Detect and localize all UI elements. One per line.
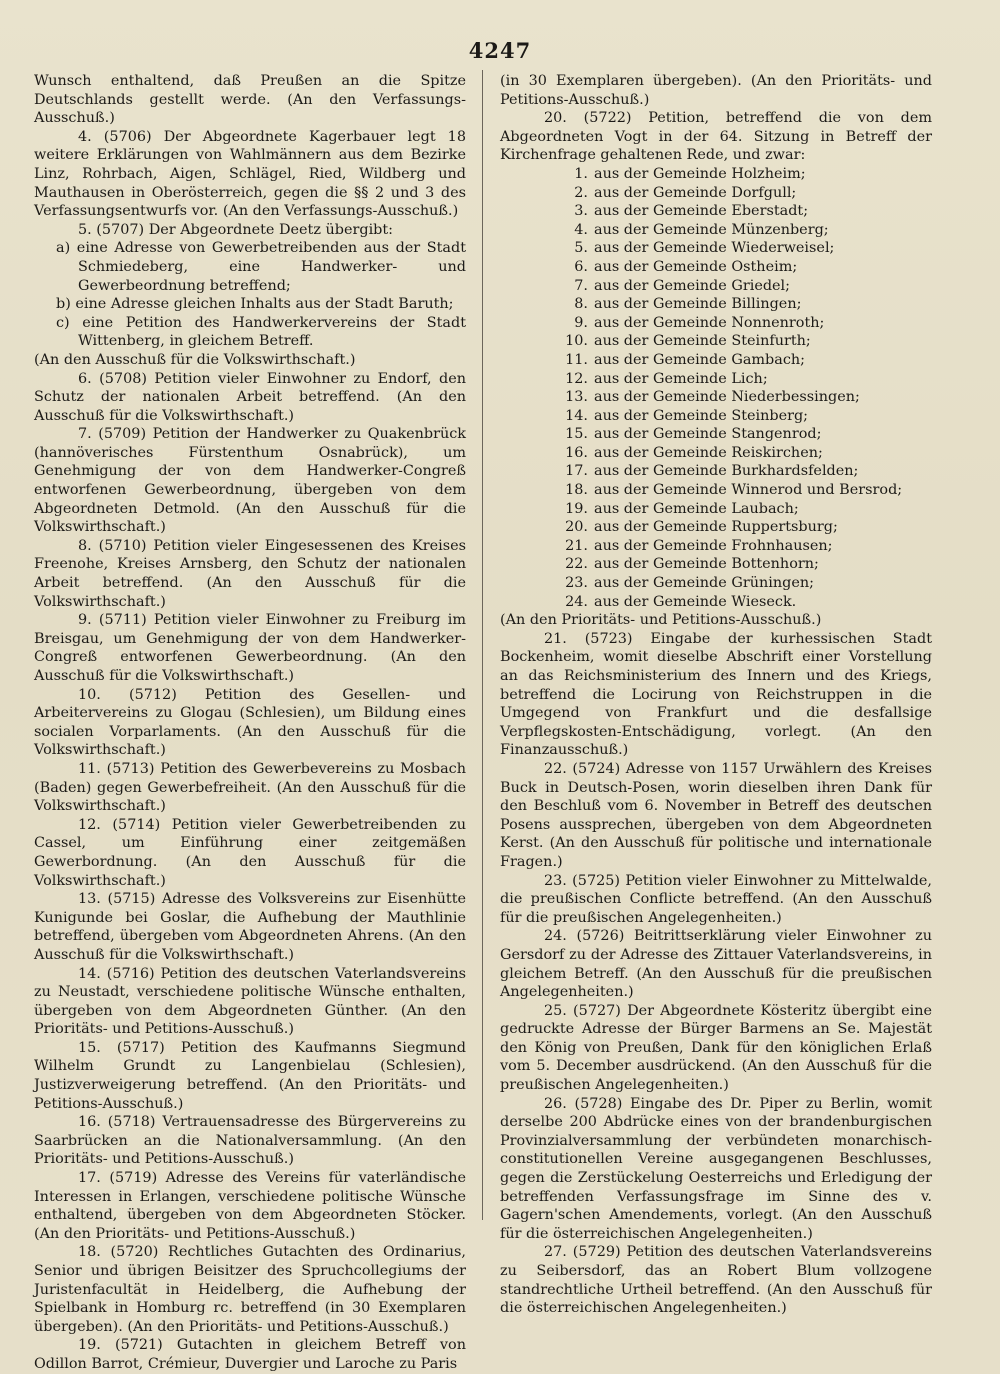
list-item [500,314,932,333]
list-item [500,481,932,500]
paragraph-4: 4. (5706) Der Abgeordnete Kagerbauer legt 18 weitere Erklärungen von Wahlmännern aus dem Bezirke Linz, Rohrbach, Aigen, Schlägel, Ried, Wildberg und Mauthausen in Oberösterreich, gegen die §§ 2 und 3 des Verfassungsentwurfs vor. (An den Verfassungs-Ausschuß.) [34,128,466,220]
list-item-text: aus der Gemeinde Eberstadt; [594,203,809,220]
list-item-number: 10. [565,333,588,350]
list-item [500,277,932,296]
list-item [500,351,932,370]
paragraph-5b: b) eine Adresse gleichen Inhalts aus der Stadt Baruth; [56,296,454,313]
list-item-number: 12. [565,370,588,387]
list-item [500,407,932,426]
list-item-text: aus der Gemeinde Holzheim; [594,165,806,182]
list-item-number: 17. [565,463,588,480]
list-item-text: aus der Gemeinde Münzenberg; [594,221,829,238]
paragraph-22: 22. (5724) Adresse von 1157 Urwählern des Kreises Buck in Deutsch-Posen, worin dieselben ihren Dank für den Beschluß vom 6. November in Betreff des deutschen Posens aussprechen, übergeben von dem Abgeordneten Kerst. (An den Ausschuß für politische und internationale Fragen.) [500,760,932,870]
list-item [500,239,932,258]
left-column [34,72,466,1374]
list-item-text: aus der Gemeinde Gambach; [594,351,806,368]
list-item [500,500,932,519]
list-item-text: aus der Gemeinde Ostheim; [594,258,798,275]
paragraph-15: 15. (5717) Petition des Kaufmanns Siegmund Wilhelm Grundt zu Langenbielau (Schlesien), Justizverweigerung betreffend. (An den Prioritäts- und Petitions-Ausschuß.) [34,1039,466,1112]
list-item-text: aus der Gemeinde Laubach; [594,500,799,517]
list-item [500,388,932,407]
list-item-number: 18. [565,482,588,499]
list-item [500,165,932,184]
list-item-text: aus der Gemeinde Wieseck. [594,593,797,610]
list-item [500,444,932,463]
list-item-text: aus der Gemeinde Steinfurth; [594,333,811,350]
list-item-number: 11. [565,351,588,368]
paragraph-23: 23. (5725) Petition vieler Einwohner zu Mittelwalde, die preußischen Conflicte betreffend. (An den Ausschuß für die preußischen Angelegenheiten.) [500,872,932,926]
list-item-number: 22. [565,556,588,573]
list-item-text: aus der Gemeinde Burkhardsfelden; [594,463,859,480]
list-item-number: 21. [565,537,588,554]
list-item [500,425,932,444]
list-item-number: 16. [565,444,588,461]
list-item-number: 1. [574,165,588,182]
list-item-text: aus der Gemeinde Lich; [594,370,768,387]
list-item-text: aus der Gemeinde Grüningen; [594,575,814,592]
paragraph-5a: a) eine Adresse von Gewerbetreibenden aus der Stadt Schmiedeberg, eine Handwerker- und Gewerbeordnung betreffend; [56,240,466,294]
list-item [500,221,932,240]
paragraph-5c: c) eine Petition des Handwerkervereins der Stadt Wittenberg, in gleichem Betreff. [56,314,466,350]
paragraph-6: 6. (5708) Petition vieler Einwohner zu Endorf, den Schutz der nationalen Arbeit betreffend. (An den Ausschuß für die Volkswirthschaft.) [34,370,466,424]
list-item [500,332,932,351]
paragraph-5-reference: (An den Ausschuß für die Volkswirthschaft.) [34,351,356,368]
paragraph-18: 18. (5720) Rechtliches Gutachten des Ordinarius, Senior und übrigen Beisitzer des Spruchcollegiums der Juristenfacultät in Heidelberg, die Aufhebung der Spielbank in Homburg rc. betreffend (in 30 Exemplaren übergeben). (An den Prioritäts- und Petitions-Ausschuß.) [34,1244,466,1335]
list-item-number: 24. [565,593,588,610]
paragraph-17: 17. (5719) Adresse des Vereins für vaterländische Interessen in Erlangen, verschiedene politische Wünsche enthaltend, übergeben von dem Abgeordneten Stöcker. (An den Prioritäts- und Petitions-Ausschuß.) [34,1170,466,1242]
paragraph-24: 24. (5726) Beitrittserklärung vieler Einwohner zu Gersdorf zu der Adresse des Zittauer Vaterlandsvereins, in gleichem Betreff. (An den Ausschuß für die preußischen Angelegenheiten.) [500,928,932,1001]
paragraph-20-reference: (An den Prioritäts- und Petitions-Ausschuß.) [500,612,822,629]
list-item [500,574,932,593]
list-item-number: 15. [565,426,588,443]
list-item [500,295,932,314]
list-item-text: aus der Gemeinde Billingen; [594,296,802,313]
paragraph-9: 9. (5711) Petition vieler Einwohner zu Freiburg im Breisgau, um Genehmigung der von dem Handwerker-Congreß entworfenen Gewerbeordnung. (An den Ausschuß für die Volkswirthschaft.) [34,612,466,684]
list-item-text: aus der Gemeinde Frohnhausen; [594,537,833,554]
list-item [500,593,932,612]
list-item [500,202,932,221]
paragraph-16: 16. (5718) Vertrauensadresse des Bürgervereins zu Saarbrücken an die Nationalversammlung. (An den Prioritäts- und Petitions-Ausschuß.) [34,1114,466,1168]
paragraph-11: 11. (5713) Petition des Gewerbevereins zu Mosbach (Baden) gegen Gewerbefreiheit. (An den Ausschuß für die Volkswirthschaft.) [34,760,466,815]
paragraph-25: 25. (5727) Der Abgeordnete Kösteritz übergibt eine gedruckte Adresse der Bürger Barmens an Se. Majestät den König von Preußen, Dank für den königlichen Erlaß vom 5. December ausdrückend. (An den Ausschuß für die preußischen Angelegenheiten.) [500,1002,932,1094]
list-item-number: 20. [565,519,588,536]
column-divider [482,70,483,1220]
paragraph-19-continuation: (in 30 Exemplaren übergeben). (An den Prioritäts- und Petitions-Ausschuß.) [500,73,932,108]
page-number: 4247 [468,38,532,63]
list-item-text: aus der Gemeinde Winnerod und Bersrod; [594,482,903,499]
list-item-number: 13. [565,389,588,406]
list-item-number: 14. [565,407,588,424]
list-item-text: aus der Gemeinde Reiskirchen; [594,444,823,461]
list-item-number: 8. [574,296,588,313]
list-item [500,555,932,574]
list-item-number: 2. [574,184,588,201]
list-item-number: 4. [574,221,588,238]
list-item-number: 5. [574,240,588,257]
list-item [500,184,932,203]
list-item-number: 3. [574,203,588,220]
paragraph-21: 21. (5723) Eingabe der kurhessischen Stadt Bockenheim, womit dieselbe Abschrift einer Vorstellung an das Reichsministerium des Innern und des Kriegs, betreffend die Locirung von Reichstruppen in die Umgegend von Frankfurt und die desfallsige Verpflegskosten-Entschädigung, vorlegt. (An den Finanzausschuß.) [500,630,932,759]
list-item-text: aus der Gemeinde Ruppertsburg; [594,519,838,536]
paragraph-26: 26. (5728) Eingabe des Dr. Piper zu Berlin, womit derselbe 200 Abdrücke eines von der brandenburgischen Provinzialversammlung der verbündeten monarchisch-constitutionellen Vereine ausgegangenen Beschlusses, gegen die Zerstückelung Oesterreichs und Erledigung der betreffenden Verfassungsfrage im Sinne des v. Gagern'schen Amendements, vorlegt. (An den Ausschuß für die österreichischen Angelegenheiten.) [500,1095,932,1242]
paragraph-7: 7. (5709) Petition der Handwerker zu Quakenbrück (hannöverisches Fürstenthum Osnabrück), um Genehmigung der von dem Handwerker-Congreß entworfenen Gewerbeordnung, übergeben von dem Abgeordneten Detmold. (An den Ausschuß für die Volkswirthschaft.) [34,426,466,536]
list-item-text: aus der Gemeinde Dorfgull; [594,184,797,201]
list-item [500,518,932,537]
list-item-text: aus der Gemeinde Bottenhorn; [594,556,819,573]
list-item-text: aus der Gemeinde Steinberg; [594,407,809,424]
paragraph-27: 27. (5729) Petition des deutschen Vaterlandsvereins zu Seibersdorf, das an Robert Blum vollzogene standrechtliche Urtheil betreffend. (An den Ausschuß für die österreichischen Angelegenheiten.) [500,1244,932,1317]
paragraph-19: 19. (5721) Gutachten in gleichem Betreff von Odillon Barrot, Crémieur, Duvergier und Laroche zu Paris [34,1337,466,1372]
list-item [500,462,932,481]
right-column [500,72,932,1318]
paragraph-12: 12. (5714) Petition vieler Gewerbetreibenden zu Cassel, um Einführung einer zeitgemäßen Gewerbordnung. (An den Ausschuß für die Volkswirthschaft.) [34,816,466,889]
list-item-text: aus der Gemeinde Niederbessingen; [594,389,860,406]
list-item [500,537,932,556]
list-item [500,258,932,277]
town-list [500,165,932,611]
paragraph-13: 13. (5715) Adresse des Volksvereins zur Eisenhütte Kunigunde bei Goslar, die Aufhebung der Mauthlinie betreffend, übergeben vom Abgeordneten Ahrens. (An den Ausschuß für die Volkswirthschaft.) [34,891,466,963]
paragraph-10: 10. (5712) Petition des Gesellen- und Arbeitervereins zu Glogau (Schlesien), um Bildung eines socialen Vorparlaments. (An den Ausschuß für die Volkswirthschaft.) [34,686,466,759]
list-item-text: aus der Gemeinde Stangenrod; [594,426,822,443]
list-item-number: 7. [574,277,588,294]
list-item [500,370,932,389]
list-item-text: aus der Gemeinde Wiederweisel; [594,240,835,257]
list-item-number: 19. [565,500,588,517]
paragraph-14: 14. (5716) Petition des deutschen Vaterlandsvereins zu Neustadt, verschiedene politische Wünsche enthalten, übergeben von dem Abgeordneten Günther. (An den Prioritäts- und Petitions-Ausschuß.) [34,965,466,1038]
paragraph-5: 5. (5707) Der Abgeordnete Deetz übergibt: [78,221,394,238]
paragraph-continuation: Wunsch enthaltend, daß Preußen an die Spitze Deutschlands gestellt werde. (An den Verfassungs-Ausschuß.) [34,73,466,127]
paragraph-20: 20. (5722) Petition, betreffend die von dem Abgeordneten Vogt in der 64. Sitzung in Betreff der Kirchenfrage gehaltenen Rede, und zwar: [500,110,932,164]
list-item-text: aus der Gemeinde Griedel; [594,277,791,294]
list-item-number: 9. [574,314,588,331]
list-item-text: aus der Gemeinde Nonnenroth; [594,314,825,331]
list-item-number: 23. [565,575,588,592]
paragraph-8: 8. (5710) Petition vieler Eingesessenen des Kreises Freenohe, Kreises Arnsberg, den Schutz der nationalen Arbeit betreffend. (An den Ausschuß für die Volkswirthschaft.) [34,537,466,610]
list-item-number: 6. [574,258,588,275]
